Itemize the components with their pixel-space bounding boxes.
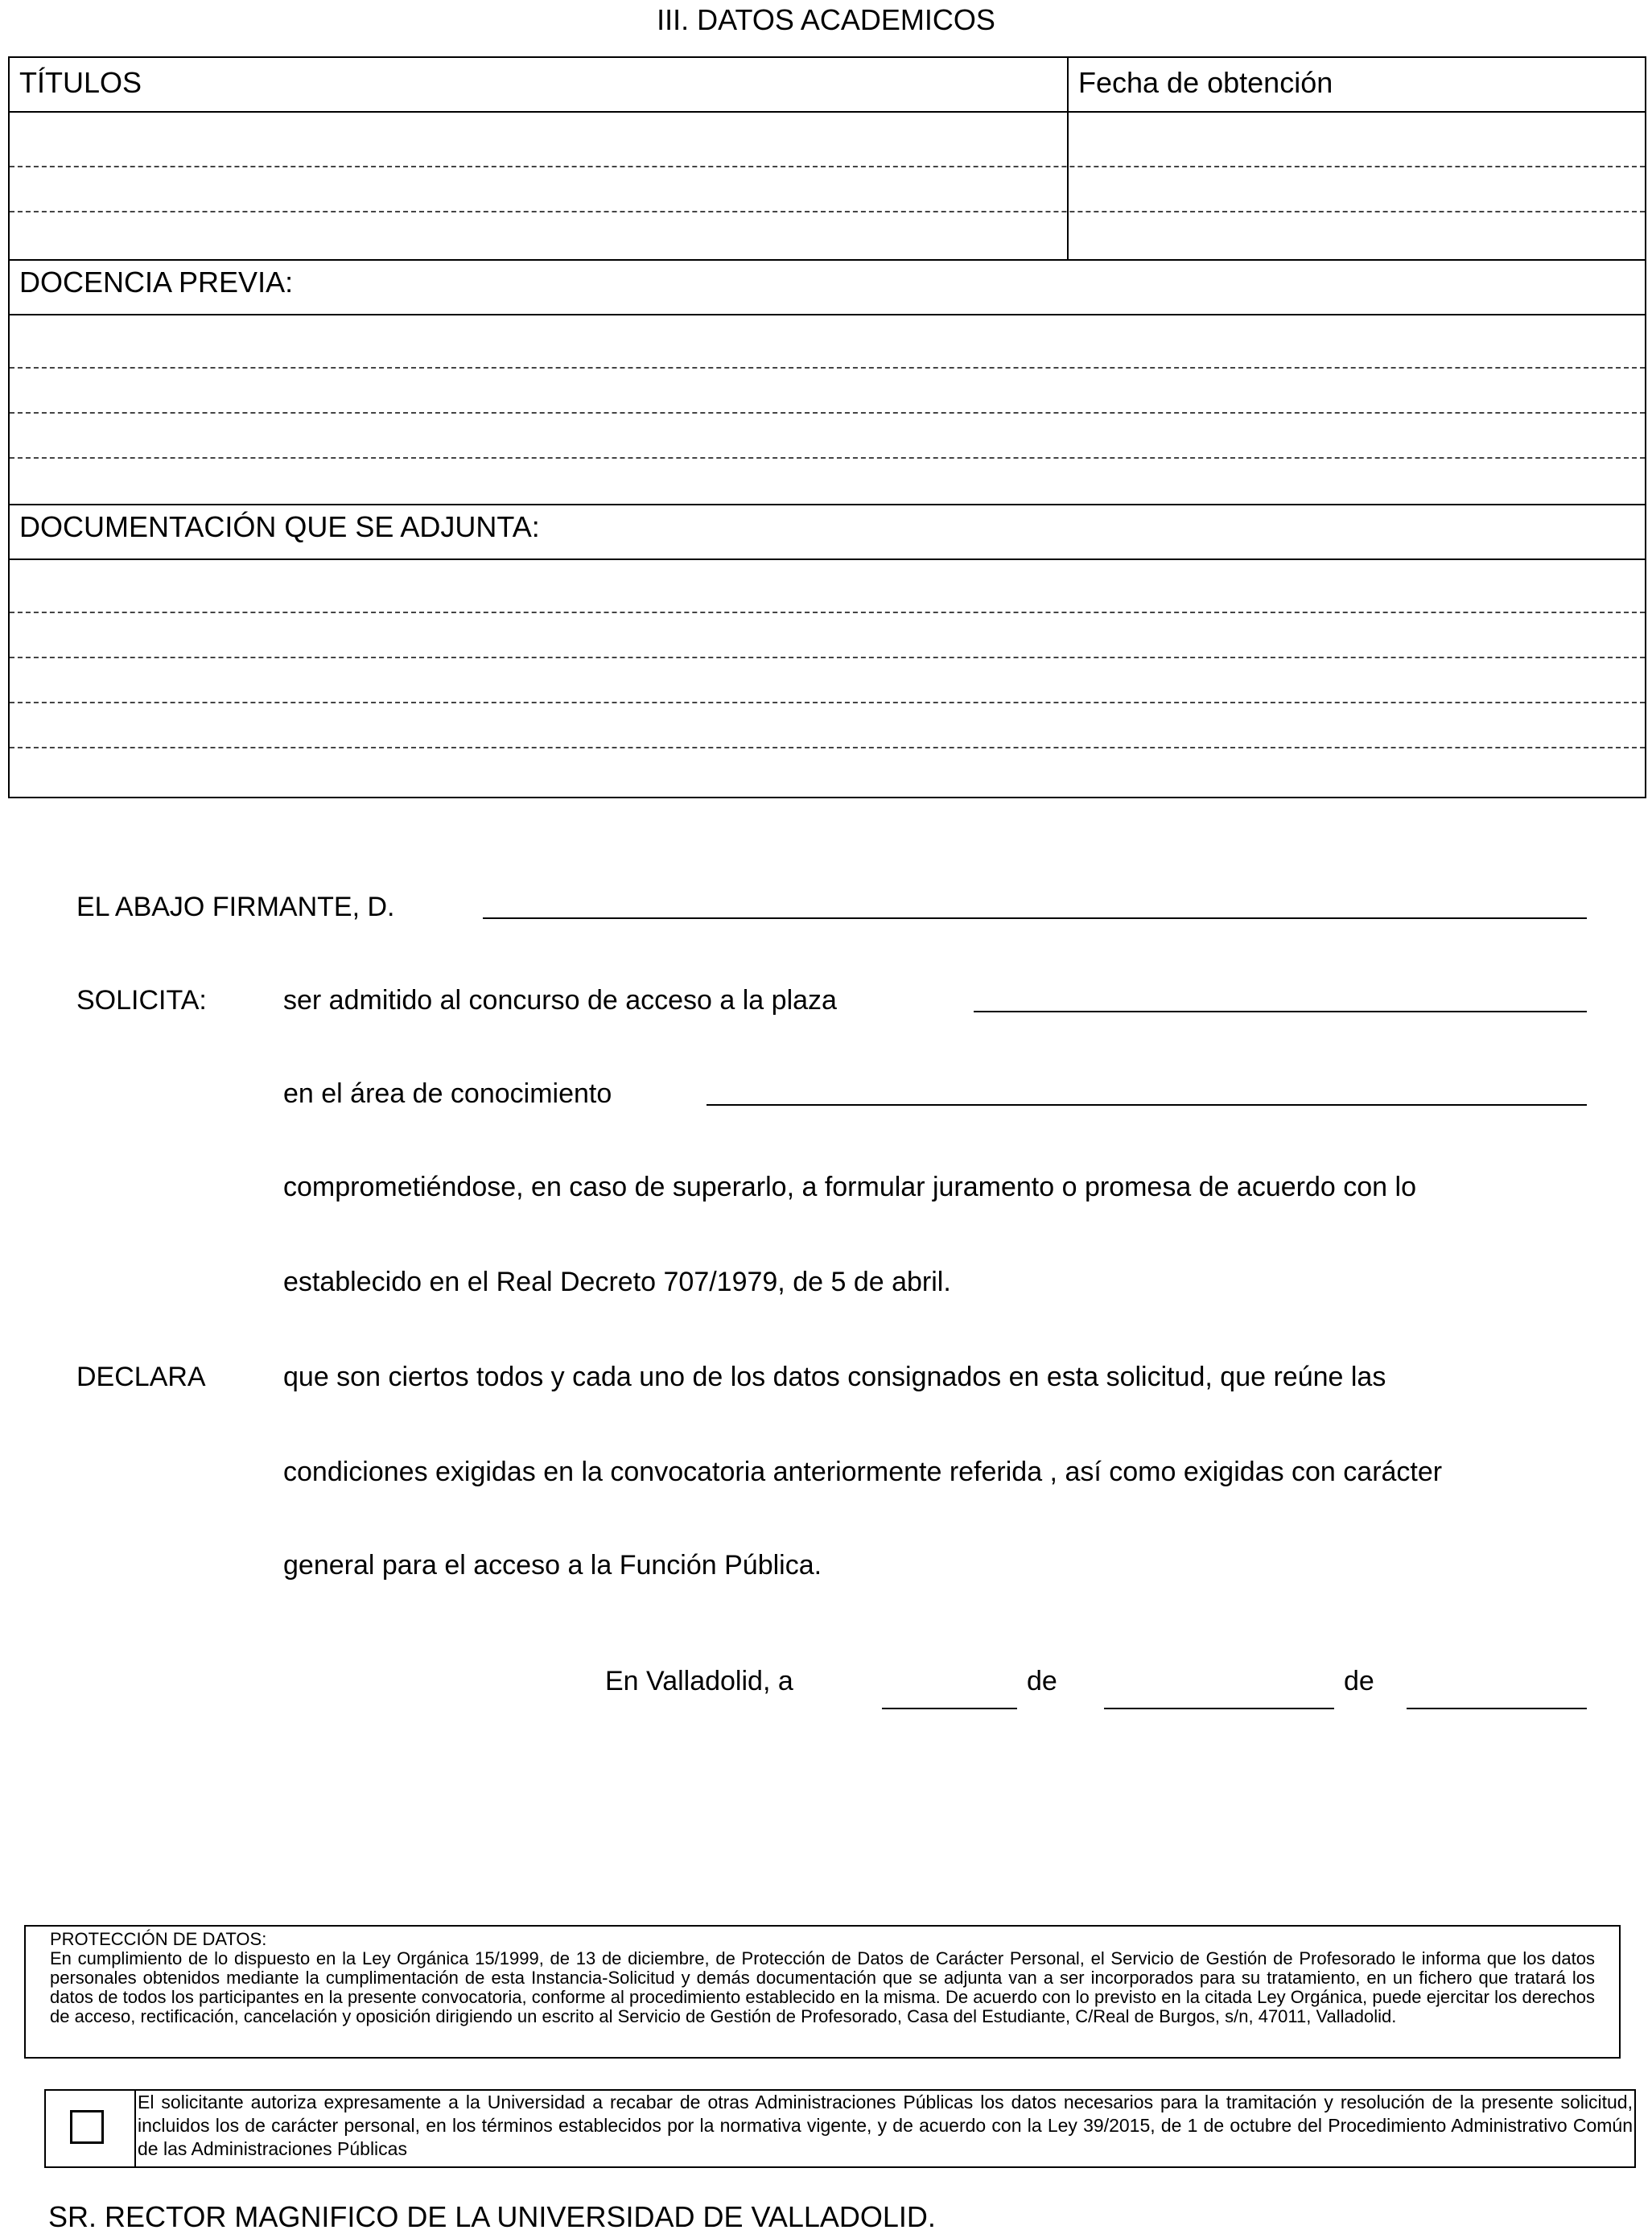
documentacion-entry-line[interactable] [10, 657, 1645, 658]
juramento-text: comprometiéndose, en caso de superarlo, a formular juramento o promesa de acuerdo con lo [283, 1172, 1416, 1202]
firmante-name-field[interactable] [483, 917, 1587, 919]
proteccion-datos-text: En cumplimiento de lo dispuesto en la Ley Orgánica 15/1999, de 13 de diciembre, de Protección de Datos de Carácter Personal, el Servicio de Gestión de Profesorado le informa que los datos personales obtenidos mediante la cumplimentación de esta Instancia-Solicitud y demás documentación que se adjunta van a ser incorporados para su tratamiento, en un fichero que tratará los datos de todos los participantes en la presente convocatoria, conforme al procedimiento establecido en la misma. De acuerdo con lo previsto en la citada Ley Orgánica, puede ejercitar los derechos de acceso, rectificación, cancelación y oposición dirigiendo un escrito al Servicio de Gestión de Profesorado, Casa del Estudiante, C/Real de Burgos, s/n, 47011, Valladolid. [50, 1948, 1595, 2026]
plaza-field[interactable] [974, 1011, 1587, 1012]
column-divider [1067, 58, 1069, 259]
docencia-entry-line[interactable] [10, 412, 1645, 414]
date-de-2: de [1344, 1666, 1374, 1696]
docencia-header-divider [10, 314, 1645, 315]
fecha-obtencion-header: Fecha de obtención [1078, 66, 1333, 99]
proteccion-datos-title: PROTECCIÓN DE DATOS: [50, 1929, 267, 1949]
documentacion-header: DOCUMENTACIÓN QUE SE ADJUNTA: [19, 510, 540, 543]
titulos-entry-line[interactable] [10, 166, 1645, 167]
firmante-label: EL ABAJO FIRMANTE, D. [76, 892, 395, 922]
place-label: En Valladolid, a [605, 1666, 793, 1696]
declara-line-2: condiciones exigidas en la convocatoria anteriormente referida , así como exigidas con carácter [283, 1457, 1443, 1487]
year-field[interactable] [1407, 1708, 1587, 1709]
declara-label: DECLARA [76, 1362, 206, 1392]
area-conocimiento-field[interactable] [707, 1104, 1587, 1106]
header-divider [10, 111, 1645, 113]
section-title: III. DATOS ACADEMICOS [657, 3, 995, 36]
addressee: SR. RECTOR MAGNIFICO DE LA UNIVERSIDAD DE VALLADOLID. [48, 2200, 936, 2233]
solicita-plaza-text: ser admitido al concurso de acceso a la plaza [283, 985, 837, 1016]
consent-box [44, 2089, 1636, 2168]
proteccion-datos-box [24, 1925, 1621, 2059]
area-conocimiento-text: en el área de conocimiento [283, 1078, 612, 1109]
month-field[interactable] [1104, 1708, 1334, 1709]
real-decreto-text: establecido en el Real Decreto 707/1979, de 5 de abril. [283, 1267, 951, 1297]
consent-text: El solicitante autoriza expresamente a la Universidad a recabar de otras Administraciones Públicas los datos necesarios para la tramitación y resolución de la presente solicitud, incluidos los de carácter personal, en los términos establecidos por la normativa vigente, y de acuerdo con la Ley 39/2015, de 1 de octubre del Procedimiento Administrativo Común de las Administraciones Públicas [138, 2092, 1633, 2159]
documentacion-entry-line[interactable] [10, 702, 1645, 703]
consent-checkbox[interactable] [70, 2110, 104, 2144]
docencia-entry-line[interactable] [10, 457, 1645, 459]
declara-line-1: que son ciertos todos y cada uno de los datos consignados en esta solicitud, que reúne las [283, 1362, 1386, 1392]
documentacion-entry-line[interactable] [10, 747, 1645, 748]
consent-divider [134, 2091, 136, 2166]
documentacion-header-divider [10, 558, 1645, 560]
docencia-entry-line[interactable] [10, 367, 1645, 369]
documentacion-entry-line[interactable] [10, 612, 1645, 613]
titulos-section-bottom [10, 259, 1645, 261]
date-de-1: de [1027, 1666, 1057, 1696]
titulos-header: TÍTULOS [19, 66, 142, 99]
docencia-previa-header: DOCENCIA PREVIA: [19, 266, 294, 299]
declara-line-3: general para el acceso a la Función Pública. [283, 1550, 822, 1581]
academic-data-form [8, 56, 1646, 798]
titulos-entry-line[interactable] [10, 211, 1645, 212]
day-field[interactable] [882, 1708, 1017, 1709]
docencia-section-bottom [10, 504, 1645, 505]
solicita-label: SOLICITA: [76, 985, 207, 1016]
